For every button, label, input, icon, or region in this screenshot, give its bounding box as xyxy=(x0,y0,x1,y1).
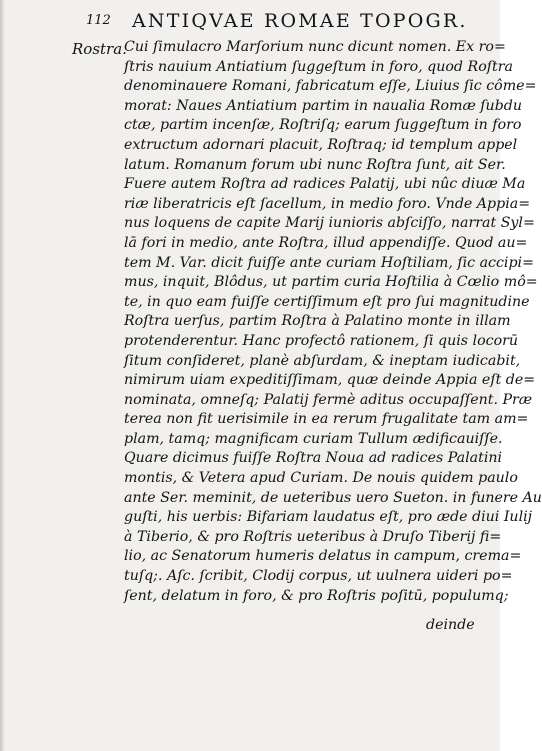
text-line: plam, tamq; magnificam curiam Tullum ædificauiſſe. xyxy=(124,430,503,447)
text-line: ſitum conſideret, planè abſurdam, & ineptam iudicabit, xyxy=(124,352,521,369)
text-line: Roſtra uerſus, partim Roſtra à Palatino monte in illam xyxy=(124,313,511,330)
text-line: à Tiberio, & pro Roſtris ueteribus à Druſo Tiberij fi= xyxy=(124,528,502,545)
text-line: mus, inquit, Blôdus, ut partim curia Hoſtilia à Cœlio mô= xyxy=(124,274,538,291)
text-line: lā fori in medio, ante Roſtra, illud appendiſſe. Quod au= xyxy=(124,234,528,251)
text-line: latum. Romanum forum ubi nunc Roſtra ſunt, ait Ser. xyxy=(124,156,506,173)
text-line: nimirum uiam expeditiſſimam, quæ deinde Appia eſt de= xyxy=(124,372,536,389)
text-line: ante Ser. meminit, de ueteribus uero Sueton. in funere Au xyxy=(124,489,542,506)
text-line: lio, ac Senatorum humeris delatus in campum, crema= xyxy=(124,548,522,565)
text-line: Quare dicimus fuiſſe Roſtra Noua ad radices Palatini xyxy=(124,450,503,467)
body-text xyxy=(124,38,542,606)
catchword: deinde xyxy=(426,617,475,633)
text-line: nus loquens de capite Marij iunioris abſciſſo, narrat Syl= xyxy=(124,215,535,232)
page-number: 112 xyxy=(86,13,111,28)
text-line: Cui ſimulacro Marſorium nunc dicunt nomen. Ex ro= xyxy=(124,39,506,55)
text-line: ſent, delatum in foro, & pro Roſtris poſitū, populumq; xyxy=(124,587,509,604)
text-line: tem M. Var. dicit fuiſſe ante curiam Hoſtiliam, ſic accipi= xyxy=(124,254,534,271)
text-line: Fuere autem Roſtra ad radices Palatij, ubi nûc diuæ Ma xyxy=(124,176,526,193)
text-line: riæ liberatricis eſt ſacellum, in medio foro. Vnde Appia= xyxy=(124,195,531,212)
text-line: terea non fit uerisimile in ea rerum frugalitate tam am= xyxy=(124,411,529,428)
text-line: denominauere Romani, fabricatum eſſe, Liuius ſic côme= xyxy=(124,78,537,95)
text-line: protenderentur. Hanc profectô rationem, ſi quis locorū xyxy=(124,332,519,349)
running-title: ANTIQVAE ROMAE TOPOGR. xyxy=(132,10,468,32)
text-line: extructum adornari placuit, Roſtraq; id templum appel xyxy=(124,136,518,153)
text-line: ſtris nauium Antiatium ſuggeſtum in foro, quod Roſtra xyxy=(124,58,513,75)
text-line: tuſq;. Aſc. ſcribit, Clodij corpus, ut uulnera uideri po= xyxy=(124,568,513,585)
text-line: nominata, omneſq; Palatij fermè aditus occupaſſent. Præ xyxy=(124,391,533,408)
page-header xyxy=(86,10,466,36)
text-line: morat: Naues Antiatium partim in naualia Romæ ſubdu xyxy=(124,97,522,114)
text-line: ctæ, partim incenſæ, Roſtriſq; earum ſuggeſtum in foro xyxy=(124,117,522,134)
page-edge-shadow xyxy=(0,0,5,751)
text-line: te, in quo eam fuiſſe certiſſimum eſt pro ſui magnitudine xyxy=(124,293,530,310)
marginal-note: Rostra. xyxy=(72,40,127,58)
text-line: montis, & Vetera apud Curiam. De nouis quidem paulo xyxy=(124,470,518,487)
text-line: guſti, his uerbis: Bifariam laudatus eſt, pro æde diui Iulij xyxy=(124,509,533,526)
